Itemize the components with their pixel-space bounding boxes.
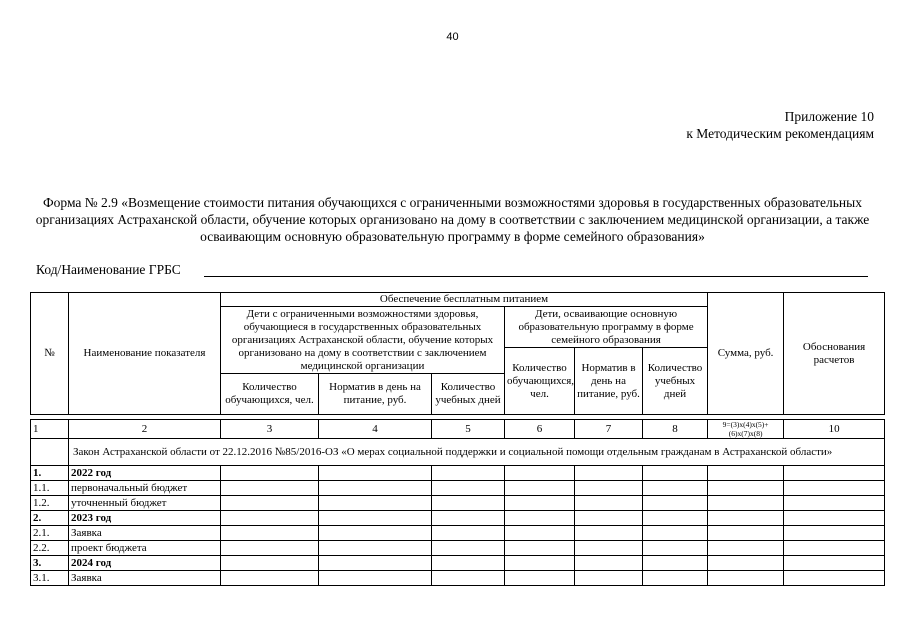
table-row [31,496,885,511]
row-cell-col-6[interactable] [505,481,575,496]
row-cell-col-7[interactable] [575,511,643,526]
row-cell-col-9[interactable] [708,496,784,511]
row-cell-col-7[interactable] [575,556,643,571]
header-sum: Сумма, руб. [708,293,784,415]
row-label: 2022 год [69,466,221,481]
row-cell-col-3[interactable] [221,541,319,556]
row-cell-col-3[interactable] [221,526,319,541]
row-cell-col-3[interactable] [221,556,319,571]
row-cell-col-5[interactable] [432,541,505,556]
row-cell-col-6[interactable] [505,466,575,481]
header-group-b: Дети, осваивающие основную образовательную программу в форме семейного образования [505,307,708,348]
header-a-count: Количество обучающихся, чел. [221,374,319,415]
row-cell-col-5[interactable] [432,481,505,496]
header-b-count: Количество обучающихся, чел. [505,348,575,415]
row-cell-col-5[interactable] [432,556,505,571]
row-cell-col-3[interactable] [221,511,319,526]
row-cell-col-4[interactable] [319,571,432,586]
col-num-3: 3 [221,420,319,439]
page-number: 40 [446,31,459,43]
row-cell-col-3[interactable] [221,466,319,481]
row-cell-col-9[interactable] [708,526,784,541]
row-cell-col-10[interactable] [784,496,885,511]
row-label: Заявка [69,571,221,586]
row-cell-col-8[interactable] [643,511,708,526]
row-cell-col-5[interactable] [432,511,505,526]
col-num-6: 6 [505,420,575,439]
row-cell-col-4[interactable] [319,526,432,541]
row-cell-col-10[interactable] [784,511,885,526]
row-cell-col-9[interactable] [708,466,784,481]
col-num-4: 4 [319,420,432,439]
row-cell-col-8[interactable] [643,571,708,586]
row-cell-col-6[interactable] [505,571,575,586]
row-cell-col-9[interactable] [708,541,784,556]
row-number: 3. [31,556,69,571]
header-a-norm: Норматив в день на питание, руб. [319,374,432,415]
row-cell-col-10[interactable] [784,526,885,541]
row-cell-col-4[interactable] [319,481,432,496]
row-cell-col-10[interactable] [784,571,885,586]
row-cell-col-7[interactable] [575,466,643,481]
row-cell-col-9[interactable] [708,571,784,586]
row-cell-col-10[interactable] [784,541,885,556]
row-label: уточненный бюджет [69,496,221,511]
header-num: № [31,293,69,415]
table-row [31,556,885,571]
table-row [31,541,885,556]
table-row [31,571,885,586]
row-cell-col-8[interactable] [643,466,708,481]
row-cell-col-5[interactable] [432,571,505,586]
row-number: 1. [31,466,69,481]
row-cell-col-5[interactable] [432,496,505,511]
form-title: Форма № 2.9 «Возмещение стоимости питания обучающихся с ограниченными возможностями здоровья в государственных образовательных организациях Астраханской области, обучение которых организовано на дому в соответствии с заключением медицинской организации, а также осваивающим основную образовательную программу в форме семейного образования» [35,195,870,244]
header-b-days: Количество учебных дней [643,348,708,415]
row-number: 1.2. [31,496,69,511]
row-cell-col-9[interactable] [708,556,784,571]
row-label: 2024 год [69,556,221,571]
row-cell-col-8[interactable] [643,541,708,556]
row-label: первоначальный бюджет [69,481,221,496]
row-cell-col-7[interactable] [575,541,643,556]
row-cell-col-10[interactable] [784,481,885,496]
col-num-9-formula: 9=(3)х(4)х(5)+(6)х(7)х(8) [708,420,784,439]
law-text: Закон Астраханской области от 22.12.2016 №85/2016-ОЗ «О мерах социальной поддержки и социальной помощи отдельным гражданам в Астраханской области» [69,439,885,466]
row-cell-col-7[interactable] [575,481,643,496]
row-cell-col-8[interactable] [643,496,708,511]
row-cell-col-4[interactable] [319,556,432,571]
row-cell-col-6[interactable] [505,556,575,571]
header-free-meals: Обеспечение бесплатным питанием [221,293,708,307]
row-cell-col-7[interactable] [575,571,643,586]
row-number: 3.1. [31,571,69,586]
row-cell-col-4[interactable] [319,466,432,481]
col-num-5: 5 [432,420,505,439]
row-cell-col-7[interactable] [575,526,643,541]
header-group-a: Дети с ограниченными возможностями здоровья, обучающиеся в государственных образовательных организациях Астраханской области, обучение которых организовано на дому в соответствии с заключением медицинской организации [221,307,505,374]
form-table [30,292,885,586]
appendix-note [686,108,874,142]
law-num-cell [31,439,69,466]
table-body [31,466,885,586]
row-number: 2. [31,511,69,526]
column-numbers-row [31,420,885,439]
row-cell-col-5[interactable] [432,526,505,541]
grbs-label: Код/Наименование ГРБС [36,262,181,277]
table-row [31,466,885,481]
row-label: 2023 год [69,511,221,526]
row-cell-col-4[interactable] [319,541,432,556]
row-cell-col-4[interactable] [319,496,432,511]
row-cell-col-9[interactable] [708,511,784,526]
row-cell-col-6[interactable] [505,511,575,526]
row-label: Заявка [69,526,221,541]
row-cell-col-6[interactable] [505,541,575,556]
row-cell-col-7[interactable] [575,496,643,511]
col-num-8: 8 [643,420,708,439]
table-row [31,526,885,541]
row-label: проект бюджета [69,541,221,556]
col-num-10: 10 [784,420,885,439]
row-cell-col-9[interactable] [708,481,784,496]
col-num-7: 7 [575,420,643,439]
row-number: 2.1. [31,526,69,541]
row-cell-col-8[interactable] [643,526,708,541]
row-cell-col-3[interactable] [221,481,319,496]
col-num-2: 2 [69,420,221,439]
table-row [31,481,885,496]
header-a-days: Количество учебных дней [432,374,505,415]
header-basis: Обоснования расчетов [784,293,885,415]
row-cell-col-5[interactable] [432,466,505,481]
row-cell-col-10[interactable] [784,466,885,481]
appendix-line-1: Приложение 10 [784,109,874,124]
row-cell-col-4[interactable] [319,511,432,526]
law-row [31,439,885,466]
row-cell-col-10[interactable] [784,556,885,571]
row-cell-col-8[interactable] [643,481,708,496]
row-number: 1.1. [31,481,69,496]
header-name: Наименование показателя [69,293,221,415]
col-num-1: 1 [31,420,69,439]
row-cell-col-3[interactable] [221,496,319,511]
header-b-norm: Норматив в день на питание, руб. [575,348,643,415]
appendix-line-2: к Методическим рекомендациям [686,126,874,141]
row-cell-col-6[interactable] [505,526,575,541]
table-row [31,511,885,526]
row-cell-col-6[interactable] [505,496,575,511]
row-number: 2.2. [31,541,69,556]
row-cell-col-3[interactable] [221,571,319,586]
row-cell-col-8[interactable] [643,556,708,571]
grbs-input-line[interactable] [204,276,868,277]
